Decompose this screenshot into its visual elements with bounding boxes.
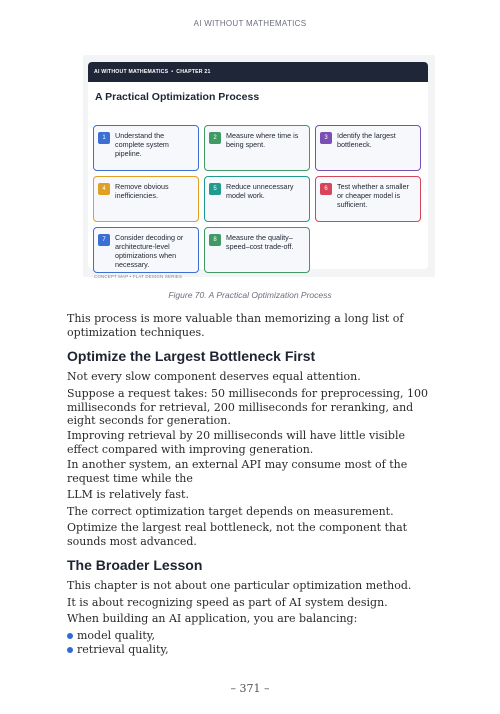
step-text: Identify the largest bottleneck. [337,131,396,149]
list-item: retrieval quality, [67,643,435,657]
banner-book-title: AI WITHOUT MATHEMATICS [94,69,169,75]
banner-separator: • [171,69,174,75]
paragraph: LLM is relatively fast. [67,488,189,501]
paragraph: It is about recognizing speed as part of AI system design. [67,596,388,609]
section-heading-broader-lesson: The Broader Lesson [67,557,203,573]
running-head: AI WITHOUT MATHEMATICS [193,19,307,28]
figure-caption: Figure 70. A Practical Optimization Process [168,290,332,300]
step-card [204,227,310,273]
paragraph: Optimize the largest real bottleneck, not the component that sounds most advanced. [67,521,408,548]
step-card [315,125,421,171]
figure-title: A Practical Optimization Process [95,91,260,103]
step-number-badge: 3 [320,132,332,144]
section-heading-bottleneck: Optimize the Largest Bottleneck First [67,348,316,364]
step-text: Test whether a smaller or cheaper model is sufficient. [337,182,409,209]
figure-frame [83,55,435,277]
step-text: Reduce unnecessary model work. [226,182,294,200]
paragraph: Suppose a request takes: 50 milliseconds for preprocessing, 100 milliseconds for retrieval, 200 milliseconds for reranking, and eight seconds for generation. [67,387,428,427]
step-number-badge: 4 [98,183,110,195]
step-text: Measure the quality–speed–cost trade-off. [226,233,294,251]
step-text: Consider decoding or architecture-level optimizations when necessary. [115,233,184,269]
list-item: model quality, [67,629,435,643]
step-text: Measure where time is being spent. [226,131,299,149]
step-card [93,227,199,273]
step-text: Remove obvious inefficiencies. [115,182,169,200]
step-card [315,176,421,222]
figure-footer: CONCEPT MAP • FLAT DESIGN SERIES [94,274,183,279]
banner-chapter: CHAPTER 21 [176,69,211,75]
paragraph: This chapter is not about one particular optimization method. [67,579,412,592]
paragraph: When building an AI application, you are balancing: [67,612,358,625]
concept-map-figure [88,62,428,279]
step-number-badge: 8 [209,234,221,246]
step-text: Understand the complete system pipeline. [115,131,169,158]
step-number-badge: 2 [209,132,221,144]
paragraph: Improving retrieval by 20 milliseconds will have little visible effect compared with improving generation. [67,429,405,456]
paragraph: Not every slow component deserves equal attention. [67,370,361,383]
paragraph: In another system, an external API may consume most of the request time while the [67,458,408,485]
paragraph: The correct optimization target depends on measurement. [67,505,394,518]
step-number-badge: 1 [98,132,110,144]
bullet-list [67,629,435,656]
page-number: – 371 – [230,682,270,695]
figure-banner [88,62,428,82]
step-card [93,125,199,171]
step-number-badge: 6 [320,183,332,195]
steps-grid [93,115,425,269]
step-number-badge: 5 [209,183,221,195]
step-card [204,176,310,222]
paragraph-intro: This process is more valuable than memorizing a long list of optimization techniques. [67,312,404,339]
step-card [204,125,310,171]
step-number-badge: 7 [98,234,110,246]
step-card [93,176,199,222]
